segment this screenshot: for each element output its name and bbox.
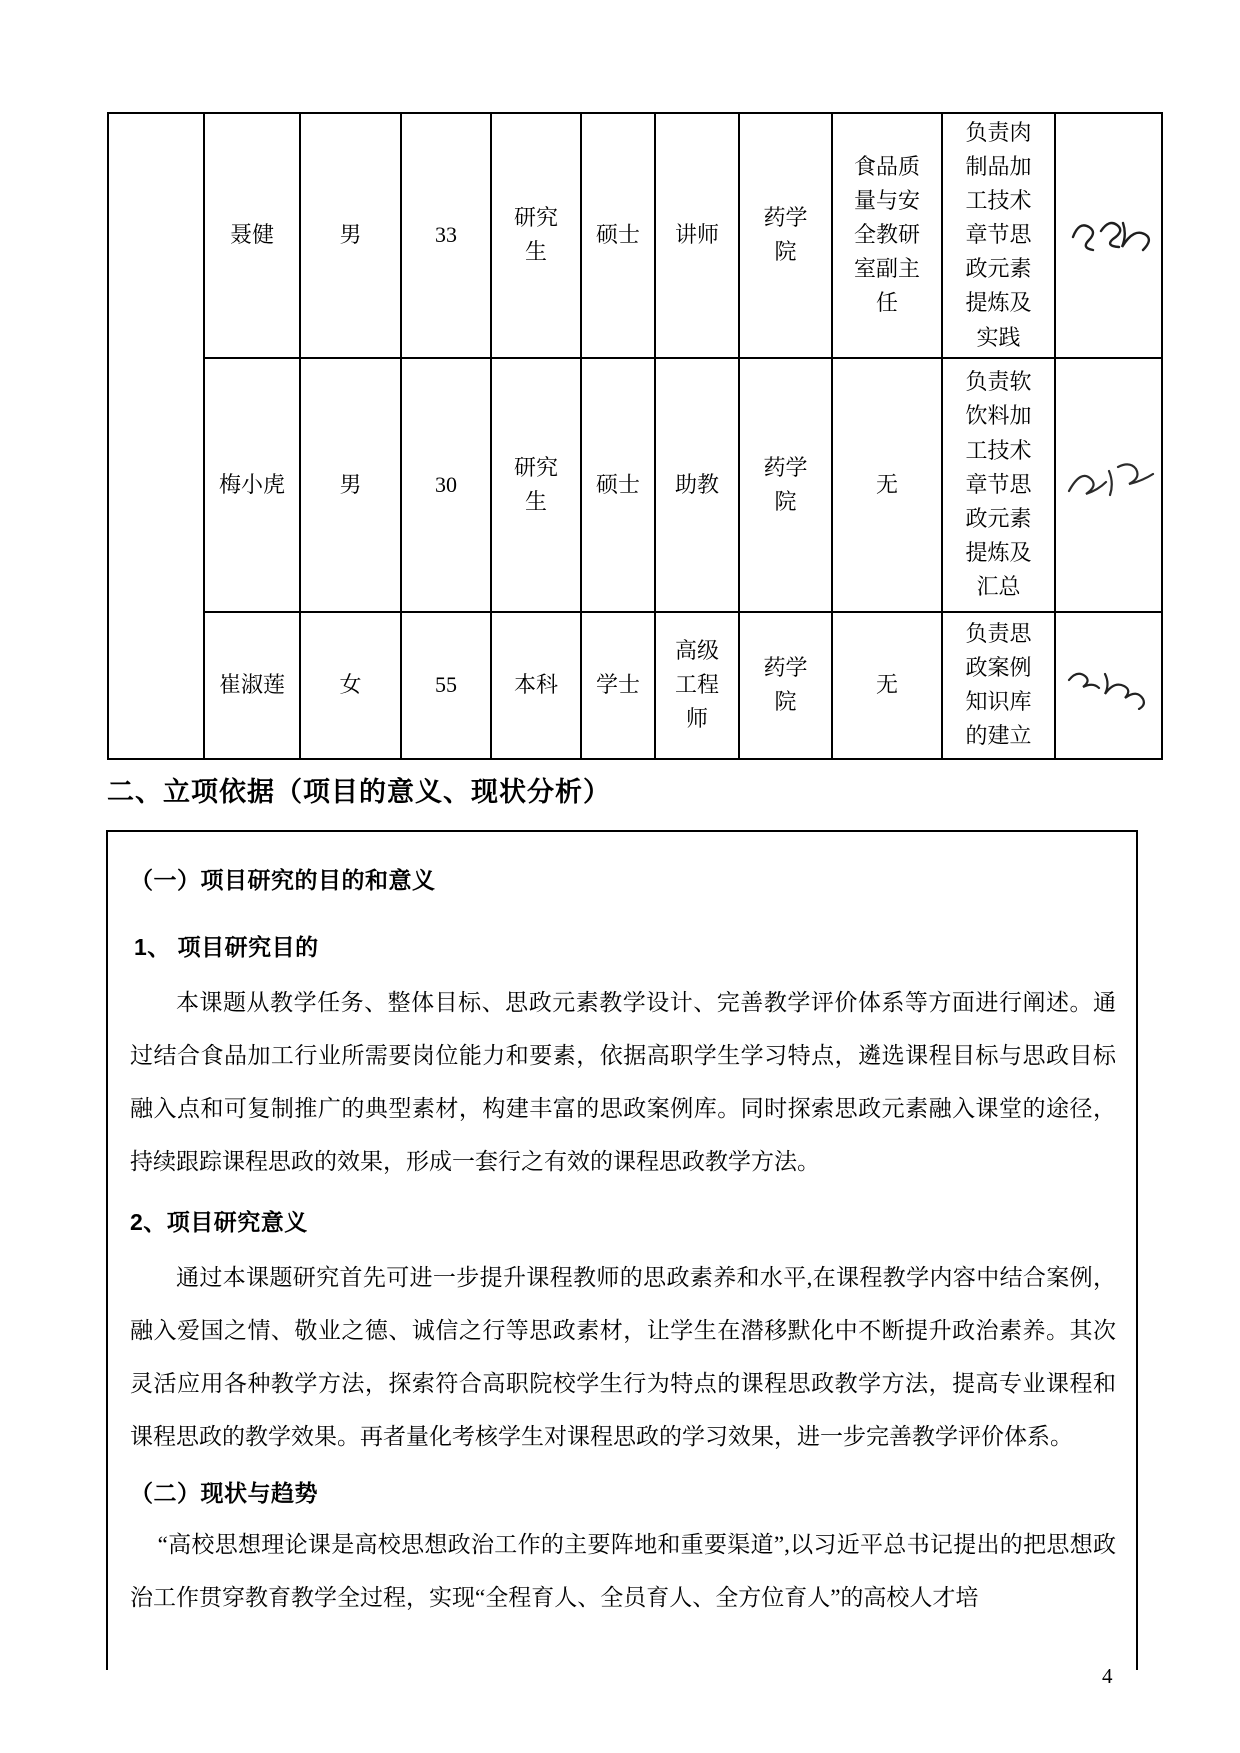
member-degree-cell: 硕士: [581, 358, 655, 612]
subsection-purpose-title: （一）项目研究的目的和意义: [130, 867, 436, 893]
research-significance-text: 通过本课题研究首先可进一步提升课程教师的思政素养和水平,在课程教学内容中结合案例，融入爱国之情、敬业之德、诚信之行等思政素材，让学生在潜移默化中不断提升政治素养。其次灵活应用各种教学方法，探索符合高职院校学生行为特点的课程思政教学方法，提高专业课程和课程思政的教学效果。再者量化考核学生对课程思政的学习效果，进一步完善教学评价体系。: [130, 1265, 1116, 1449]
member-title-cell: 讲师: [655, 113, 739, 358]
member-unit-cell: 药学院: [739, 113, 832, 358]
member-title-cell: 高级工程师: [655, 612, 739, 759]
member-position-cell: 无: [832, 612, 942, 759]
research-purpose-title: 1、 项目研究目的: [134, 934, 319, 960]
subsection-status-title: （二）现状与趋势: [130, 1480, 318, 1506]
handwritten-signature-icon: [1061, 660, 1157, 710]
member-unit-cell: 药学院: [739, 612, 832, 759]
member-title-cell: 助教: [655, 358, 739, 612]
section-heading: 二、立项依据（项目的意义、现状分析）: [107, 777, 611, 807]
member-degree-cell: 学士: [581, 612, 655, 759]
member-name-cell: 崔淑莲: [204, 612, 300, 759]
member-gender-cell: 女: [300, 612, 401, 759]
member-signature-cell: [1055, 358, 1162, 612]
member-row: [108, 612, 1162, 759]
member-gender-cell: 男: [300, 358, 401, 612]
member-age-cell: 30: [401, 358, 491, 612]
research-significance-title: 2、项目研究意义: [130, 1209, 308, 1235]
handwritten-signature-icon: [1061, 457, 1157, 513]
member-education-cell: 本科: [491, 612, 581, 759]
member-name-cell: 聂健: [204, 113, 300, 358]
member-name-cell: 梅小虎: [204, 358, 300, 612]
handwritten-signature-icon: [1063, 209, 1155, 261]
member-gender-cell: 男: [300, 113, 401, 358]
member-row: [108, 113, 1162, 358]
member-position-cell: 食品质量与安全教研室副主任: [832, 113, 942, 358]
member-row: [108, 358, 1162, 612]
member-education-cell: 研究生: [491, 358, 581, 612]
member-duty-cell: 负责软饮料加工技术章节思政元素提炼及汇总: [942, 358, 1055, 612]
member-position-cell: 无: [832, 358, 942, 612]
member-degree-cell: 硕士: [581, 113, 655, 358]
page-number: 4: [1102, 1664, 1113, 1688]
member-education-cell: 研究生: [491, 113, 581, 358]
member-duty-cell: 负责肉制品加工技术章节思政元素提炼及实践: [942, 113, 1055, 358]
member-unit-cell: 药学院: [739, 358, 832, 612]
member-signature-cell: [1055, 612, 1162, 759]
member-signature-cell: [1055, 113, 1162, 358]
table-left-spacer-cell: [108, 113, 204, 759]
project-basis-box: [106, 830, 1138, 1670]
member-age-cell: 55: [401, 612, 491, 759]
member-duty-cell: 负责思政案例知识库的建立: [942, 612, 1055, 759]
status-trend-text: “高校思想理论课是高校思想政治工作的主要阵地和重要渠道”,以习近平总书记提出的把思想政治工作贯穿教育教学全过程，实现“全程育人、全员育人、全方位育人”的高校人才培: [130, 1532, 1116, 1610]
research-purpose-text: 本课题从教学任务、整体目标、思政元素教学设计、完善教学评价体系等方面进行阐述。通过结合食品加工行业所需要岗位能力和要素，依据高职学生学习特点，遴选课程目标与思政目标融入点和可复制推广的典型素材，构建丰富的思政案例库。同时探索思政元素融入课堂的途径，持续跟踪课程思政的效果，形成一套行之有效的课程思政教学方法。: [130, 990, 1116, 1174]
project-members-table: [107, 112, 1163, 760]
member-age-cell: 33: [401, 113, 491, 358]
